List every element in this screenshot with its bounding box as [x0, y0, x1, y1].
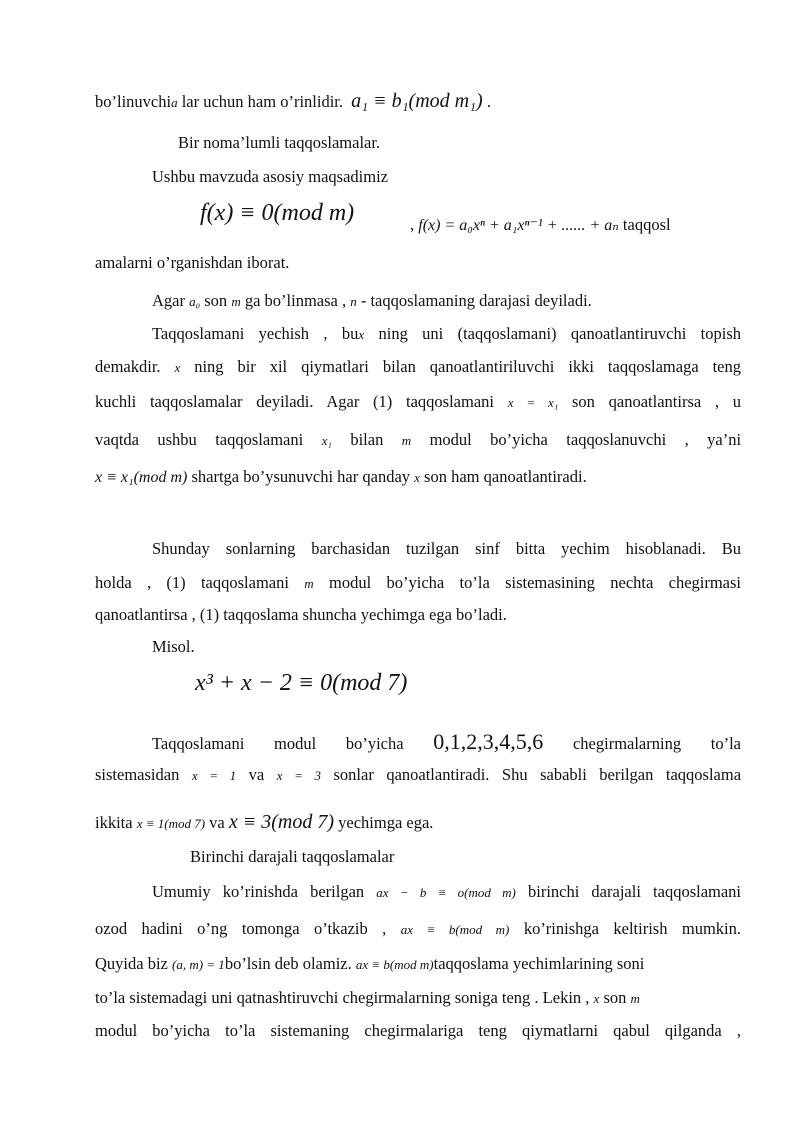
text-line: qanoatlantirsa , (1) taqqoslama shuncha yechimga ega bo’ladi.	[95, 605, 507, 624]
formula: f(x) = a₀xⁿ + a₁xⁿ⁻¹ + ...... + aₙ	[418, 217, 619, 234]
text-line: sistemasidan x = 1 va x = 3 sonlar qanoatlantiradi. Shu sababli berilgan taqqoslama	[95, 765, 742, 784]
text-line: Quyida biz (a, m) = 1bo’lsin deb olamiz. ax ≡ b(mod m)taqqoslama yechimlarining soni	[95, 954, 645, 973]
text-line: ikkita x ≡ 1(mod 7) va x ≡ 3(mod 7) yechimga ega.	[95, 811, 434, 833]
text-line: vaqtda ushbu taqqoslamani x₁ bilan m modul bo’yicha taqqoslanuvchi , ya’ni	[95, 430, 742, 449]
text-line: to’la sistemadagi uni qatnashtiruvchi chegirmalarning soniga teng . Lekin , x son m	[95, 988, 640, 1007]
text-line: modul bo’yicha to’la sistemaning chegirmalariga teng qiymatlarni qabul qilganda ,	[95, 1021, 741, 1040]
text-line: amalarni o’rganishdan iborat.	[95, 253, 290, 272]
text-line: demakdir. x ning bir xil qiymatlari bilan qanoatlantiriluvchi ikki taqqoslamaga teng	[95, 357, 741, 376]
text-line: kuchli taqqoslamalar deyiladi. Agar (1) taqqoslamani x = x₁ son qanoatlantirsa , u	[95, 392, 742, 411]
section-heading: Bir noma’lumli taqqoslamalar.	[178, 133, 381, 152]
text-line: Taqqoslamani yechish , bux ning uni (taqqoslamani) qanoatlantiruvchi topish	[152, 324, 742, 343]
text-span: taqqosl	[622, 215, 671, 234]
text-line: Taqqoslamani modul bo’yicha 0,1,2,3,4,5,6 chegirmalarning to’la	[152, 729, 742, 754]
text-span: bo’linuvchi	[95, 92, 172, 111]
text-line: holda , (1) taqqoslamani m modul bo’yicha to’la sistemasining nechta chegirmasi	[95, 573, 742, 592]
formula-big: f(x) ≡ 0(mod m)	[200, 200, 355, 226]
section-heading: Birinchi darajali taqqoslamalar	[190, 847, 395, 866]
text-line: , f(x) = a₀xⁿ + a₁xⁿ⁻¹ + ...... + aₙ taqqosl	[410, 215, 671, 234]
text-line: Umumiy ko’rinishda berilgan ax − b ≡ o(mod m) birinchi darajali taqqoslamani	[152, 882, 742, 901]
math-symbol: a	[171, 95, 178, 110]
text-line: ozod hadini o’ng tomonga o’tkazib , ax ≡ b(mod m) ko’rinishga keltirish mumkin.	[95, 919, 742, 938]
formula-example: x³ + x − 2 ≡ 0(mod 7)	[195, 670, 408, 696]
text-line: Agar a₀ son m ga bo’linmasa , n - taqqoslamaning darajasi deyiladi.	[152, 291, 592, 310]
text-line: Ushbu mavzuda asosiy maqsadimiz	[152, 167, 388, 186]
text-span: lar uchun ham o’rinlidir.	[181, 92, 343, 111]
text-line: Misol.	[152, 637, 195, 656]
text-line: Shunday sonlarning barchasidan tuzilgan sinf bitta yechim hisoblanadi. Bu	[152, 539, 741, 558]
formula: a₁ ≡ b₁(mod m₁)	[351, 90, 483, 112]
text-line: x ≡ x₁(mod m) shartga bo’ysunuvchi har qanday x son ham qanoatlantiradi.	[95, 467, 587, 486]
text-line: bo’linuvchia lar uchun ham o’rinlidir. a₁ ≡ b₁(mod m₁) .	[95, 90, 491, 112]
